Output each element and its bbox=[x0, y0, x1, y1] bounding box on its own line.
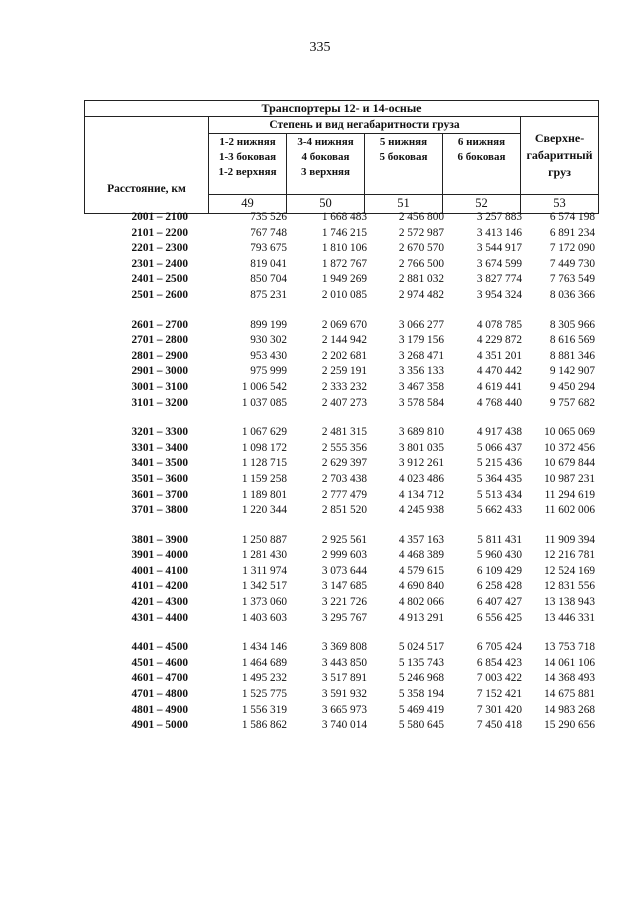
value-cell: 9 757 682 bbox=[549, 396, 595, 409]
distance-cell: 4901 – 5000 bbox=[131, 719, 188, 732]
super-oversize-header bbox=[521, 117, 599, 195]
value-cell: 4 913 291 bbox=[398, 611, 444, 624]
value-cell: 4 619 441 bbox=[476, 380, 522, 393]
value-cell: 975 999 bbox=[250, 365, 287, 378]
distance-cell: 2701 – 2800 bbox=[131, 334, 188, 347]
value-cell: 6 574 198 bbox=[549, 211, 595, 223]
table-row bbox=[84, 349, 598, 365]
column-type-51 bbox=[365, 133, 443, 194]
column-number-53: 53 bbox=[521, 194, 599, 213]
distance-cell: 2501 – 2600 bbox=[131, 288, 188, 301]
value-cell: 793 675 bbox=[250, 242, 287, 255]
value-cell: 3 827 774 bbox=[476, 273, 522, 286]
value-cell: 3 544 917 bbox=[476, 242, 522, 255]
value-cell: 5 364 435 bbox=[476, 472, 522, 485]
table-row bbox=[84, 718, 598, 734]
distance-cell: 2101 – 2200 bbox=[131, 226, 188, 239]
table-row bbox=[84, 533, 598, 549]
value-cell: 4 229 872 bbox=[476, 334, 522, 347]
value-cell: 1 037 085 bbox=[241, 396, 287, 409]
value-cell: 11 909 394 bbox=[544, 533, 595, 546]
value-cell: 1 403 603 bbox=[241, 611, 287, 624]
distance-cell: 4801 – 4900 bbox=[131, 703, 188, 716]
value-cell: 15 290 656 bbox=[544, 719, 595, 732]
table-row bbox=[84, 564, 598, 580]
value-cell: 1 373 060 bbox=[241, 596, 287, 609]
table-row bbox=[84, 503, 598, 519]
value-cell: 3 443 850 bbox=[321, 656, 367, 669]
value-cell: 4 351 201 bbox=[476, 349, 522, 362]
value-cell: 2 069 670 bbox=[321, 318, 367, 331]
value-cell: 5 246 968 bbox=[398, 672, 444, 685]
table-row bbox=[84, 488, 598, 504]
value-cell: 2 259 191 bbox=[321, 365, 367, 378]
value-cell: 2 851 520 bbox=[321, 504, 367, 517]
value-cell: 7 763 549 bbox=[549, 273, 595, 286]
value-cell: 3 369 808 bbox=[321, 641, 367, 654]
value-cell: 7 003 422 bbox=[476, 672, 522, 685]
distance-cell: 3801 – 3900 bbox=[131, 533, 188, 546]
value-cell: 953 430 bbox=[250, 349, 287, 362]
value-cell: 5 024 517 bbox=[398, 641, 444, 654]
table-row bbox=[84, 288, 598, 304]
value-cell: 14 368 493 bbox=[544, 672, 595, 685]
value-cell: 1 006 542 bbox=[241, 380, 287, 393]
value-cell: 5 580 645 bbox=[398, 719, 444, 732]
value-cell: 2 974 482 bbox=[398, 288, 444, 301]
value-cell: 735 526 bbox=[250, 211, 287, 223]
table-row bbox=[84, 226, 598, 242]
table-row bbox=[84, 425, 598, 441]
distance-cell: 2401 – 2500 bbox=[131, 273, 188, 286]
value-cell: 8 616 569 bbox=[549, 334, 595, 347]
value-cell: 8 305 966 bbox=[549, 318, 595, 331]
distance-cell: 3101 – 3200 bbox=[131, 396, 188, 409]
table-row bbox=[84, 548, 598, 564]
value-cell: 2 010 085 bbox=[321, 288, 367, 301]
value-cell: 6 258 428 bbox=[476, 580, 522, 593]
column-type-line: 1-2 верхняя bbox=[218, 165, 277, 178]
column-type-52 bbox=[443, 133, 521, 194]
table-row bbox=[84, 472, 598, 488]
value-cell: 6 407 427 bbox=[476, 596, 522, 609]
column-type-line: 5 боковая bbox=[379, 150, 428, 163]
distance-cell: 3601 – 3700 bbox=[131, 488, 188, 501]
value-cell: 3 801 035 bbox=[398, 441, 444, 454]
value-cell: 4 134 712 bbox=[398, 488, 444, 501]
table-row bbox=[84, 640, 598, 656]
value-cell: 7 449 730 bbox=[549, 257, 595, 270]
value-cell: 1 810 106 bbox=[321, 242, 367, 255]
column-type-line: 3-4 нижняя bbox=[297, 135, 354, 148]
value-cell: 1 556 319 bbox=[241, 703, 287, 716]
table-row bbox=[84, 611, 598, 627]
value-cell: 2 572 987 bbox=[398, 226, 444, 239]
value-cell: 6 705 424 bbox=[476, 641, 522, 654]
value-cell: 1 250 887 bbox=[241, 533, 287, 546]
value-cell: 1 495 232 bbox=[241, 672, 287, 685]
row-group bbox=[84, 425, 598, 519]
value-cell: 5 469 419 bbox=[398, 703, 444, 716]
value-cell: 1 872 767 bbox=[321, 257, 367, 270]
distance-cell: 4201 – 4300 bbox=[131, 596, 188, 609]
distance-cell: 3001 – 3100 bbox=[131, 380, 188, 393]
value-cell: 4 245 938 bbox=[398, 504, 444, 517]
value-cell: 4 468 389 bbox=[398, 549, 444, 562]
distance-cell: 4401 – 4500 bbox=[131, 641, 188, 654]
distance-cell: 4501 – 4600 bbox=[131, 656, 188, 669]
value-cell: 3 674 599 bbox=[476, 257, 522, 270]
distance-cell: 2001 – 2100 bbox=[131, 211, 188, 223]
distance-cell: 2901 – 3000 bbox=[131, 365, 188, 378]
column-type-line: 1-2 нижняя bbox=[219, 135, 276, 148]
value-cell: 7 152 421 bbox=[476, 688, 522, 701]
table-header bbox=[84, 100, 599, 214]
value-cell: 3 066 277 bbox=[398, 318, 444, 331]
value-cell: 930 302 bbox=[250, 334, 287, 347]
value-cell: 2 456 800 bbox=[398, 211, 444, 223]
value-cell: 2 999 603 bbox=[321, 549, 367, 562]
value-cell: 1 525 775 bbox=[241, 688, 287, 701]
value-cell: 3 179 156 bbox=[398, 334, 444, 347]
table-row bbox=[84, 210, 598, 226]
distance-cell: 4601 – 4700 bbox=[131, 672, 188, 685]
table-row bbox=[84, 364, 598, 380]
value-cell: 3 740 014 bbox=[321, 719, 367, 732]
distance-column-header: Расстояние, км bbox=[85, 117, 209, 214]
column-type-line: 4 боковая bbox=[301, 150, 350, 163]
value-cell: 1 342 517 bbox=[241, 580, 287, 593]
value-cell: 8 881 346 bbox=[549, 349, 595, 362]
column-number-50: 50 bbox=[287, 194, 365, 213]
value-cell: 12 524 169 bbox=[544, 564, 595, 577]
value-cell: 5 358 194 bbox=[398, 688, 444, 701]
super-oversize-line: габаритный bbox=[526, 147, 593, 162]
value-cell: 6 109 429 bbox=[476, 564, 522, 577]
value-cell: 5 960 430 bbox=[476, 549, 522, 562]
value-cell: 1 159 258 bbox=[241, 472, 287, 485]
value-cell: 11 602 006 bbox=[544, 504, 595, 517]
value-cell: 899 199 bbox=[250, 318, 287, 331]
value-cell: 4 768 440 bbox=[476, 396, 522, 409]
value-cell: 1 586 862 bbox=[241, 719, 287, 732]
table-title: Транспортеры 12- и 14-осные bbox=[85, 101, 599, 117]
column-type-line: 6 нижняя bbox=[457, 135, 506, 148]
value-cell: 2 144 942 bbox=[321, 334, 367, 347]
value-cell: 10 372 456 bbox=[544, 441, 595, 454]
value-cell: 2 670 570 bbox=[398, 242, 444, 255]
value-cell: 1 220 344 bbox=[241, 504, 287, 517]
value-cell: 10 679 844 bbox=[544, 457, 595, 470]
value-cell: 14 061 106 bbox=[544, 656, 595, 669]
value-cell: 8 036 366 bbox=[549, 288, 595, 301]
value-cell: 5 811 431 bbox=[477, 533, 522, 546]
value-cell: 4 470 442 bbox=[476, 365, 522, 378]
distance-cell: 4701 – 4800 bbox=[131, 688, 188, 701]
value-cell: 3 268 471 bbox=[398, 349, 444, 362]
value-cell: 7 172 090 bbox=[549, 242, 595, 255]
value-cell: 14 675 881 bbox=[544, 688, 595, 701]
value-cell: 1 949 269 bbox=[321, 273, 367, 286]
column-type-line: 6 боковая bbox=[457, 150, 506, 163]
distance-cell: 2201 – 2300 bbox=[131, 242, 188, 255]
value-cell: 1 464 689 bbox=[241, 656, 287, 669]
value-cell: 6 556 425 bbox=[476, 611, 522, 624]
distance-cell: 3201 – 3300 bbox=[131, 426, 188, 439]
value-cell: 9 450 294 bbox=[549, 380, 595, 393]
value-cell: 2 925 561 bbox=[321, 533, 367, 546]
value-cell: 4 802 066 bbox=[398, 596, 444, 609]
value-cell: 14 983 268 bbox=[544, 703, 595, 716]
value-cell: 12 216 781 bbox=[544, 549, 595, 562]
value-cell: 13 753 718 bbox=[544, 641, 595, 654]
value-cell: 5 215 436 bbox=[476, 457, 522, 470]
table-row bbox=[84, 257, 598, 273]
distance-cell: 4301 – 4400 bbox=[131, 611, 188, 624]
column-type-line: 3 верхняя bbox=[301, 165, 350, 178]
value-cell: 1 067 629 bbox=[241, 426, 287, 439]
super-oversize-line: Сверхне- bbox=[534, 130, 585, 145]
column-type-line: 1-3 боковая bbox=[218, 150, 277, 163]
page-number: 335 bbox=[309, 40, 331, 55]
table-row bbox=[84, 595, 598, 611]
value-cell: 1 189 801 bbox=[241, 488, 287, 501]
table-row bbox=[84, 656, 598, 672]
value-cell: 2 703 438 bbox=[321, 472, 367, 485]
value-cell: 3 954 324 bbox=[476, 288, 522, 301]
row-group bbox=[84, 533, 598, 627]
distance-cell: 4001 – 4100 bbox=[131, 564, 188, 577]
value-cell: 5 662 433 bbox=[476, 504, 522, 517]
value-cell: 7 450 418 bbox=[476, 719, 522, 732]
row-group bbox=[84, 640, 598, 734]
table-row bbox=[84, 703, 598, 719]
distance-cell: 3901 – 4000 bbox=[131, 549, 188, 562]
value-cell: 2 202 681 bbox=[321, 349, 367, 362]
table-body bbox=[84, 210, 598, 748]
value-cell: 12 831 556 bbox=[544, 580, 595, 593]
table-row bbox=[84, 318, 598, 334]
value-cell: 767 748 bbox=[250, 226, 287, 239]
value-cell: 3 147 685 bbox=[321, 580, 367, 593]
value-cell: 3 912 261 bbox=[398, 457, 444, 470]
value-cell: 7 301 420 bbox=[476, 703, 522, 716]
value-cell: 850 704 bbox=[250, 273, 287, 286]
value-cell: 13 138 943 bbox=[544, 596, 595, 609]
value-cell: 6 891 234 bbox=[549, 226, 595, 239]
value-cell: 2 777 479 bbox=[321, 488, 367, 501]
value-cell: 1 434 146 bbox=[241, 641, 287, 654]
value-cell: 10 987 231 bbox=[544, 472, 595, 485]
value-cell: 819 041 bbox=[250, 257, 287, 270]
value-cell: 11 294 619 bbox=[544, 488, 595, 501]
value-cell: 2 481 315 bbox=[321, 426, 367, 439]
distance-cell: 2301 – 2400 bbox=[131, 257, 188, 270]
table-row bbox=[84, 333, 598, 349]
column-type-50 bbox=[287, 133, 365, 194]
row-group bbox=[84, 210, 598, 304]
distance-cell: 3701 – 3800 bbox=[131, 504, 188, 517]
value-cell: 3 467 358 bbox=[398, 380, 444, 393]
value-cell: 1 098 172 bbox=[241, 441, 287, 454]
table-row bbox=[84, 441, 598, 457]
value-cell: 10 065 069 bbox=[544, 426, 595, 439]
value-cell: 9 142 907 bbox=[549, 365, 595, 378]
value-cell: 5 066 437 bbox=[476, 441, 522, 454]
distance-cell: 3401 – 3500 bbox=[131, 457, 188, 470]
value-cell: 2 407 273 bbox=[321, 396, 367, 409]
value-cell: 3 578 584 bbox=[398, 396, 444, 409]
value-cell: 2 629 397 bbox=[321, 457, 367, 470]
distance-cell: 2801 – 2900 bbox=[131, 349, 188, 362]
value-cell: 3 295 767 bbox=[321, 611, 367, 624]
value-cell: 1 128 715 bbox=[241, 457, 287, 470]
value-cell: 1 746 215 bbox=[321, 226, 367, 239]
value-cell: 2 333 232 bbox=[321, 380, 367, 393]
value-cell: 3 517 891 bbox=[321, 672, 367, 685]
value-cell: 3 665 973 bbox=[321, 703, 367, 716]
distance-cell: 3301 – 3400 bbox=[131, 441, 188, 454]
table-row bbox=[84, 396, 598, 412]
table-row bbox=[84, 272, 598, 288]
value-cell: 4 579 615 bbox=[398, 564, 444, 577]
distance-cell: 4101 – 4200 bbox=[131, 580, 188, 593]
value-cell: 6 854 423 bbox=[476, 656, 522, 669]
value-cell: 1 668 483 bbox=[321, 211, 367, 223]
value-cell: 3 591 932 bbox=[321, 688, 367, 701]
table-row bbox=[84, 671, 598, 687]
column-type-49 bbox=[209, 133, 287, 194]
value-cell: 3 413 146 bbox=[476, 226, 522, 239]
value-cell: 4 690 840 bbox=[398, 580, 444, 593]
value-cell: 3 221 726 bbox=[321, 596, 367, 609]
distance-cell: 3501 – 3600 bbox=[131, 472, 188, 485]
column-number-49: 49 bbox=[209, 194, 287, 213]
value-cell: 3 073 644 bbox=[321, 564, 367, 577]
table-row bbox=[84, 687, 598, 703]
value-cell: 3 257 883 bbox=[476, 211, 522, 223]
distance-cell: 2601 – 2700 bbox=[131, 318, 188, 331]
table-row bbox=[84, 456, 598, 472]
value-cell: 5 135 743 bbox=[398, 656, 444, 669]
value-cell: 13 446 331 bbox=[544, 611, 595, 624]
value-cell: 4 357 163 bbox=[398, 533, 444, 546]
value-cell: 1 281 430 bbox=[241, 549, 287, 562]
oversize-degree-header: Степень и вид негабаритности груза bbox=[209, 117, 521, 134]
column-type-line: 5 нижняя bbox=[379, 135, 428, 148]
value-cell: 1 311 974 bbox=[242, 564, 287, 577]
value-cell: 4 078 785 bbox=[476, 318, 522, 331]
value-cell: 3 356 133 bbox=[398, 365, 444, 378]
value-cell: 4 023 486 bbox=[398, 472, 444, 485]
table-row bbox=[84, 241, 598, 257]
value-cell: 875 231 bbox=[250, 288, 287, 301]
value-cell: 5 513 434 bbox=[476, 488, 522, 501]
column-number-51: 51 bbox=[365, 194, 443, 213]
column-number-52: 52 bbox=[443, 194, 521, 213]
table-row bbox=[84, 579, 598, 595]
value-cell: 3 689 810 bbox=[398, 426, 444, 439]
value-cell: 2 555 356 bbox=[321, 441, 367, 454]
super-oversize-line: груз bbox=[548, 164, 571, 179]
row-group bbox=[84, 318, 598, 412]
value-cell: 2 881 032 bbox=[398, 273, 444, 286]
value-cell: 2 766 500 bbox=[398, 257, 444, 270]
table-row bbox=[84, 380, 598, 396]
value-cell: 4 917 438 bbox=[476, 426, 522, 439]
